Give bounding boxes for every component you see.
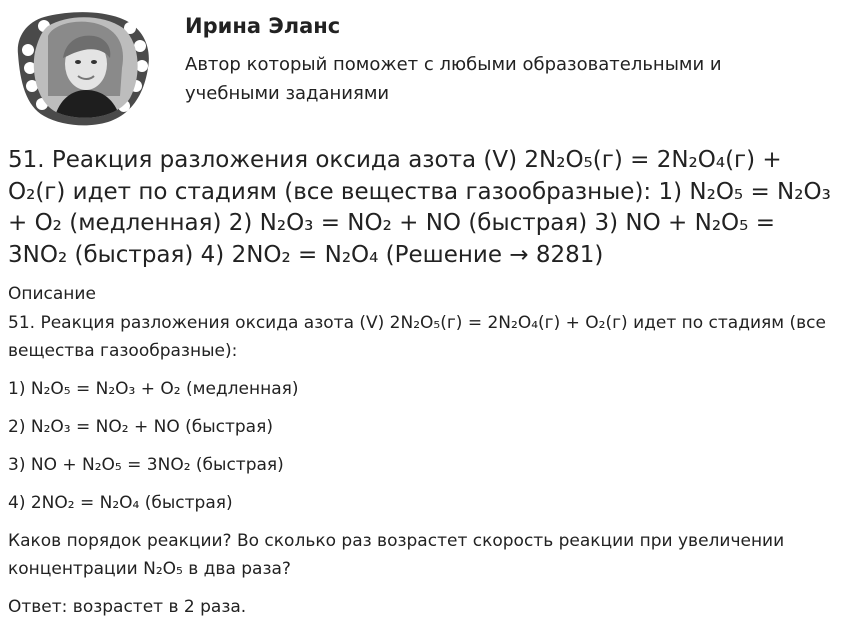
reaction-step-4: 4) 2NO₂ = N₂O₄ (быстрая) bbox=[8, 493, 233, 513]
task-answer: Ответ: возрастет в 2 раза. bbox=[8, 597, 247, 617]
description-intro: 51. Реакция разложения оксида азота (V) 2N₂O₅(г) = 2N₂O₄(г) + O₂(г) идет по стадиям (все вещества газообразные): bbox=[8, 313, 826, 361]
author-block bbox=[8, 6, 838, 128]
reaction-step-1: 1) N₂O₅ = N₂O₃ + O₂ (медленная) bbox=[8, 379, 299, 399]
task-content bbox=[8, 145, 838, 621]
author-avatar[interactable] bbox=[8, 6, 156, 126]
reaction-step-3: 3) NO + N₂O₅ = 3NO₂ (быстрая) bbox=[8, 455, 284, 475]
author-description: Автор который поможет с любыми образовательными и учебными заданиями bbox=[185, 54, 722, 104]
author-name[interactable]: Ирина Эланс bbox=[185, 14, 341, 38]
description-label: Описание bbox=[8, 284, 96, 304]
reaction-step-2: 2) N₂O₃ = NO₂ + NO (быстрая) bbox=[8, 417, 273, 437]
task-title: 51. Реакция разложения оксида азота (V) 2N₂O₅(г) = 2N₂O₄(г) + O₂(г) идет по стадиям (все вещества газообразные): 1) N₂O₅ = N₂O₃ + O₂ (медленная) 2) N₂O₃ = NO₂ + NO (быстрая) 3) NO + N₂O₅ = 3NO₂ (быстрая) 4) 2NO₂ = N₂O₄ (Решение → 8281) bbox=[8, 147, 831, 268]
task-question: Каков порядок реакции? Во сколько раз возрастет скорость реакции при увеличении концентрации N₂O₅ в два раза? bbox=[8, 531, 785, 579]
